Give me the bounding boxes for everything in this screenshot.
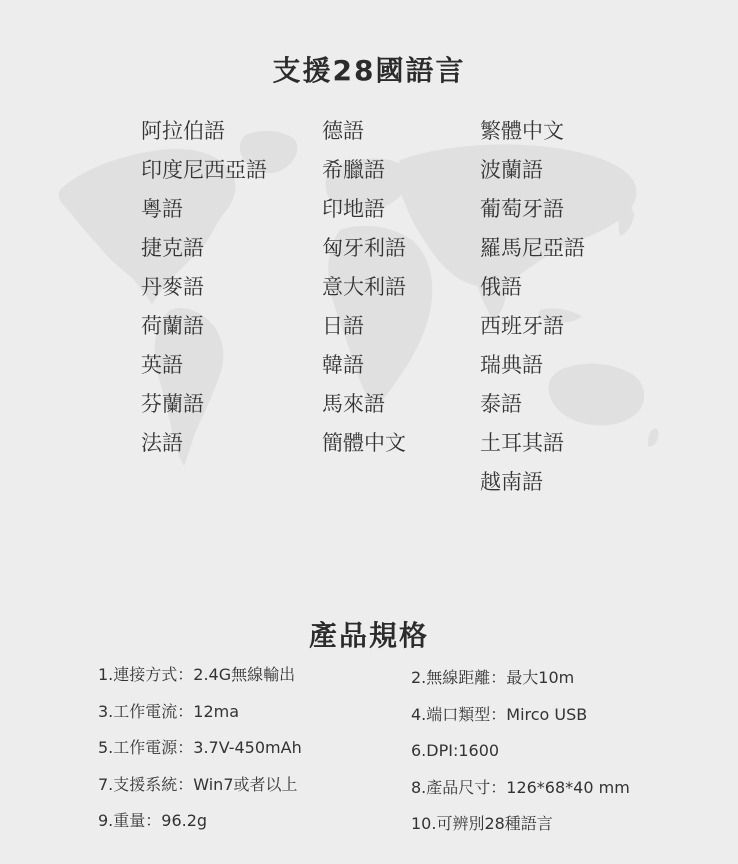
language-item: 羅馬尼亞語 bbox=[480, 236, 585, 260]
spec-item: 1.連接方式：2.4G無線輸出 bbox=[98, 665, 296, 684]
language-item: 韓語 bbox=[322, 353, 364, 377]
language-item: 俄語 bbox=[480, 275, 522, 299]
language-item: 簡體中文 bbox=[322, 431, 406, 455]
language-item: 捷克語 bbox=[141, 236, 204, 260]
language-item: 日語 bbox=[322, 314, 364, 338]
language-list-column-3 bbox=[480, 113, 585, 503]
spec-item: 6.DPI:1600 bbox=[411, 741, 500, 760]
language-item: 印度尼西亞語 bbox=[141, 158, 267, 182]
language-item: 泰語 bbox=[480, 392, 522, 416]
language-item: 波蘭語 bbox=[480, 158, 543, 182]
language-list-column-1 bbox=[141, 113, 267, 464]
language-item: 意大利語 bbox=[322, 275, 406, 299]
language-item: 德語 bbox=[322, 119, 364, 143]
language-item: 葡萄牙語 bbox=[480, 197, 564, 221]
language-item: 英語 bbox=[141, 353, 183, 377]
language-item: 粵語 bbox=[141, 197, 183, 221]
specs-title: 產品規格 bbox=[308, 619, 429, 653]
language-item: 土耳其語 bbox=[480, 431, 564, 455]
language-item: 越南語 bbox=[480, 470, 543, 494]
spec-item: 2.無線距離：最大10m bbox=[411, 668, 575, 687]
language-item: 阿拉伯語 bbox=[141, 119, 225, 143]
spec-item: 9.重量：96.2g bbox=[98, 811, 208, 830]
language-item: 印地語 bbox=[322, 197, 385, 221]
language-item: 法語 bbox=[141, 431, 183, 455]
spec-item: 8.產品尺寸：126*68*40 mm bbox=[411, 777, 630, 797]
map-new-zealand bbox=[648, 428, 659, 446]
spec-item: 4.端口類型：Mirco USB bbox=[411, 704, 588, 724]
spec-list-left bbox=[98, 657, 302, 840]
spec-item: 10.可辨別28種語言 bbox=[411, 814, 553, 833]
language-item: 西班牙語 bbox=[480, 314, 564, 338]
language-item: 希臘語 bbox=[322, 158, 385, 182]
spec-item: 5.工作電源：3.7V-450mAh bbox=[98, 738, 302, 757]
languages-title: 支援28國語言 bbox=[272, 53, 466, 87]
spec-item: 3.工作電流：12ma bbox=[98, 701, 240, 721]
language-item: 馬來語 bbox=[322, 392, 385, 416]
language-item: 匈牙利語 bbox=[322, 236, 406, 260]
spec-item: 7.支援系統：Win7或者以上 bbox=[98, 774, 298, 794]
spec-list-right bbox=[411, 660, 630, 843]
language-item: 瑞典語 bbox=[480, 353, 543, 377]
language-list-column-2 bbox=[322, 113, 406, 464]
language-item: 繁體中文 bbox=[480, 119, 564, 143]
language-item: 丹麥語 bbox=[141, 275, 204, 299]
language-item: 芬蘭語 bbox=[141, 392, 204, 416]
language-item: 荷蘭語 bbox=[141, 314, 204, 338]
